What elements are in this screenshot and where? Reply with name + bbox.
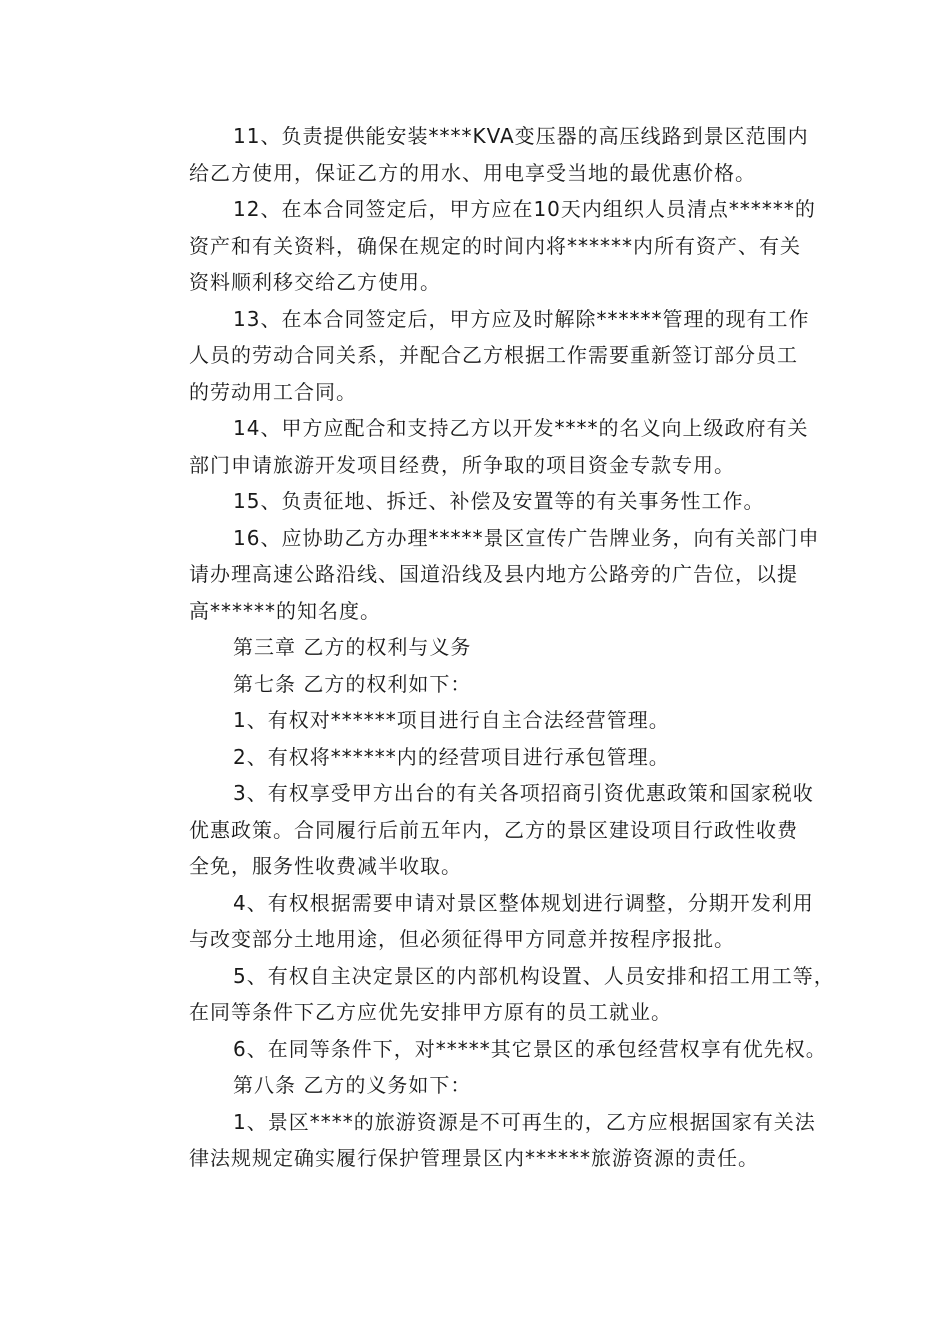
right-4 xyxy=(145,885,815,958)
text-line: 12、在本合同签定后，甲方应在10天内组织人员清点******的 xyxy=(233,197,816,221)
text-line: 6、在同等条件下，对*****其它景区的承包经营权享有优先权。 xyxy=(233,1036,827,1061)
chapter-heading xyxy=(145,629,815,666)
text-line: 优惠政策。合同履行后前五年内，乙方的景区建设项目行政性收费 xyxy=(189,817,798,842)
text-line: 第八条 乙方的义务如下： xyxy=(233,1073,472,1097)
right-1 xyxy=(145,702,815,739)
text-line: 与改变部分土地用途，但必须征得甲方同意并按程序报批。 xyxy=(189,927,735,951)
clause-14 xyxy=(145,410,815,483)
right-6 xyxy=(145,1031,827,1068)
text-line: 11、负责提供能安装****KVA变压器的高压线路到景区范围内 xyxy=(233,124,809,148)
text-line: 律法规规定确实履行保护管理景区内******旅游资源的责任。 xyxy=(189,1146,759,1170)
text-line: 资产和有关资料，确保在规定的时间内将******内所有资产、有关 xyxy=(189,233,801,258)
text-line: 2、有权将******内的经营项目进行承包管理。 xyxy=(233,744,670,769)
text-line: 1、有权对******项目进行自主合法经营管理。 xyxy=(233,708,670,732)
text-line: 3、有权享受甲方出台的有关各项招商引资优惠政策和国家税收 xyxy=(233,781,814,805)
text-line: 第三章 乙方的权利与义务 xyxy=(233,635,472,659)
clause-13 xyxy=(145,301,815,411)
text-line: 1、景区****的旅游资源是不可再生的，乙方应根据国家有关法 xyxy=(233,1109,816,1134)
text-line: 13、在本合同签定后，甲方应及时解除******管理的现有工作 xyxy=(233,306,810,331)
text-line: 部门申请旅游开发项目经费，所争取的项目资金专款专用。 xyxy=(189,452,735,477)
text-line: 16、应协助乙方办理*****景区宣传广告牌业务，向有关部门申 xyxy=(233,525,820,550)
article-8-heading xyxy=(145,1067,815,1104)
text-line: 资料顺利移交给乙方使用。 xyxy=(189,270,441,294)
document-body xyxy=(145,118,835,1177)
text-line: 人员的劳动合同关系，并配合乙方根据工作需要重新签订部分员工 xyxy=(189,343,798,367)
text-line: 在同等条件下乙方应优先安排甲方原有的员工就业。 xyxy=(189,1000,672,1024)
text-line: 14、甲方应配合和支持乙方以开发****的名义向上级政府有关 xyxy=(233,416,809,440)
clause-11 xyxy=(145,118,815,191)
text-line: 5、有权自主决定景区的内部机构设置、人员安排和招工用工等， xyxy=(233,963,835,988)
clause-12 xyxy=(145,191,815,301)
article-7-heading xyxy=(145,666,815,703)
text-line: 第七条 乙方的权利如下： xyxy=(233,671,472,696)
right-5 xyxy=(145,958,835,1031)
text-line: 15、负责征地、拆迁、补偿及安置等的有关事务性工作。 xyxy=(233,489,765,513)
text-line: 的劳动用工合同。 xyxy=(189,379,357,404)
text-line: 请办理高速公路沿线、国道沿线及县内地方公路旁的广告位，以提 xyxy=(189,562,798,586)
right-2 xyxy=(145,739,815,776)
text-line: 给乙方使用，保证乙方的用水、用电享受当地的最优惠价格。 xyxy=(189,160,756,185)
text-line: 4、有权根据需要申请对景区整体规划进行调整，分期开发利用 xyxy=(233,890,814,915)
clause-15 xyxy=(145,483,815,520)
right-3 xyxy=(145,775,815,885)
text-line: 全免，服务性收费减半收取。 xyxy=(189,854,462,878)
duty-1 xyxy=(145,1104,815,1177)
text-line: 高******的知名度。 xyxy=(189,598,381,623)
clause-16 xyxy=(145,520,820,630)
